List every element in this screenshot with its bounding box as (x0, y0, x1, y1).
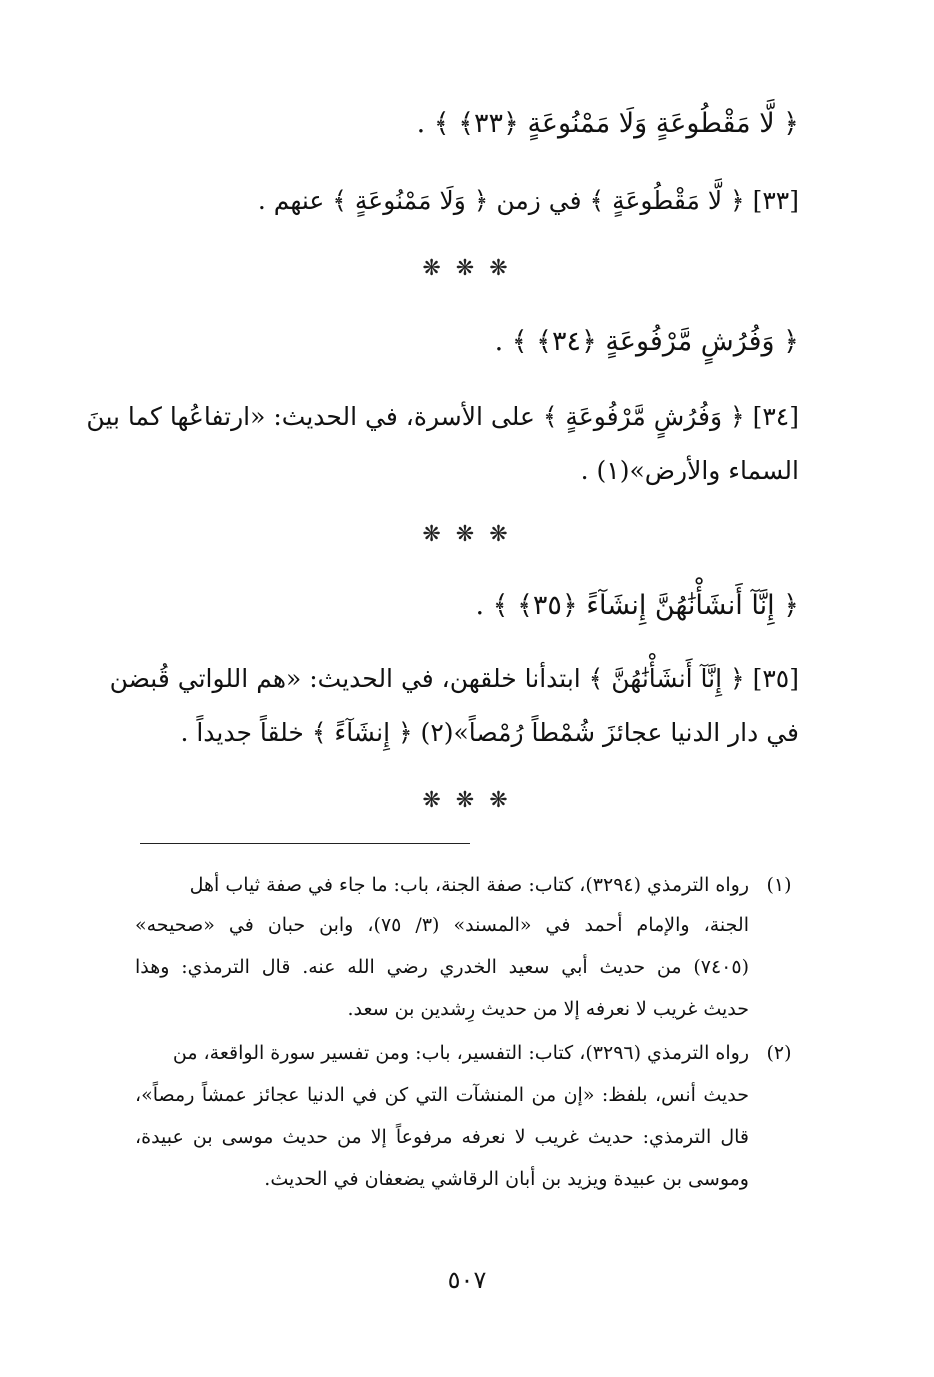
commentary-33: [٣٣] ﴿ لَّا مَقْطُوعَةٍ ﴾ في زمن ﴿ وَلَا مَمْنُوعَةٍ ﴾ عنهم . (257, 186, 799, 215)
section-separator: ❋ ❋ ❋ (422, 256, 512, 281)
footnote-separator-line (140, 843, 470, 844)
footnote-line: رواه الترمذي (٣٢٩٤)، كتاب: صفة الجنة، باب: ما جاء في صفة ثياب أهل (189, 874, 749, 896)
footnote-line: قال الترمذي: حديث غريب لا نعرفه مرفوعاً إلا من حديث موسى بن عبيدة، (135, 1126, 749, 1148)
commentary-35-line-1: [٣٥] ﴿ إِنَّآ أَنشَأْنَٰهُنَّ ﴾ ابتدأنا خلقهن، في الحديث: «هم اللواتي قُبضن (109, 664, 799, 693)
footnote-line: (٧٤٠٥) من حديث أبي سعيد الخدري رضي الله عنه. قال الترمذي: وهذا (135, 956, 749, 978)
footnote-line: رواه الترمذي (٣٢٩٦)، كتاب: التفسير، باب: ومن تفسير سورة الواقعة، من (172, 1042, 749, 1064)
section-separator: ❋ ❋ ❋ (422, 522, 512, 547)
verse-33: ﴿ لَّا مَقْطُوعَةٍ وَلَا مَمْنُوعَةٍ ﴿٣٣﴾ ﴾ . (416, 108, 799, 139)
verse-35: ﴿ إِنَّآ أَنشَأْنَٰهُنَّ إِنشَآءً ﴿٣٥﴾ ﴾ . (475, 590, 799, 621)
footnote-line: وموسى بن عبيدة ويزيد بن أبان الرقاشي يضعفان في الحديث. (264, 1168, 749, 1190)
page-number: ٥٠٧ (447, 1266, 487, 1294)
footnote-line: الجنة، والإمام أحمد في «المسند» (٣/ ٧٥)، وابن حبان في «صحيحه» (135, 914, 749, 936)
commentary-35-line-2: في دار الدنيا عجائزَ شُمْطاً رُمْصاً»(٢) ﴿ إِنشَآءً ﴾ خلقاً جديداً . (180, 718, 799, 747)
footnote-number: (١) (766, 874, 792, 896)
section-separator: ❋ ❋ ❋ (422, 788, 512, 813)
commentary-34-line-1: [٣٤] ﴿ وَفُرُشٍ مَّرْفُوعَةٍ ﴾ على الأسرة، في الحديث: «ارتفاعُها كما بينَ (86, 402, 799, 431)
footnote-number: (٢) (766, 1042, 792, 1064)
verse-34: ﴿ وَفُرُشٍ مَّرْفُوعَةٍ ﴿٣٤﴾ ﴾ . (494, 326, 799, 357)
commentary-34-line-2: السماء والأرض»(١) . (580, 456, 799, 485)
footnote-line: حديث أنس، بلفظ: «إن من المنشآت التي كن في الدنيا عجائز عمشاً رمصاً»، (135, 1084, 749, 1106)
footnote-line: حديث غريب لا نعرفه إلا من حديث رِشدين بن سعد. (347, 998, 749, 1020)
